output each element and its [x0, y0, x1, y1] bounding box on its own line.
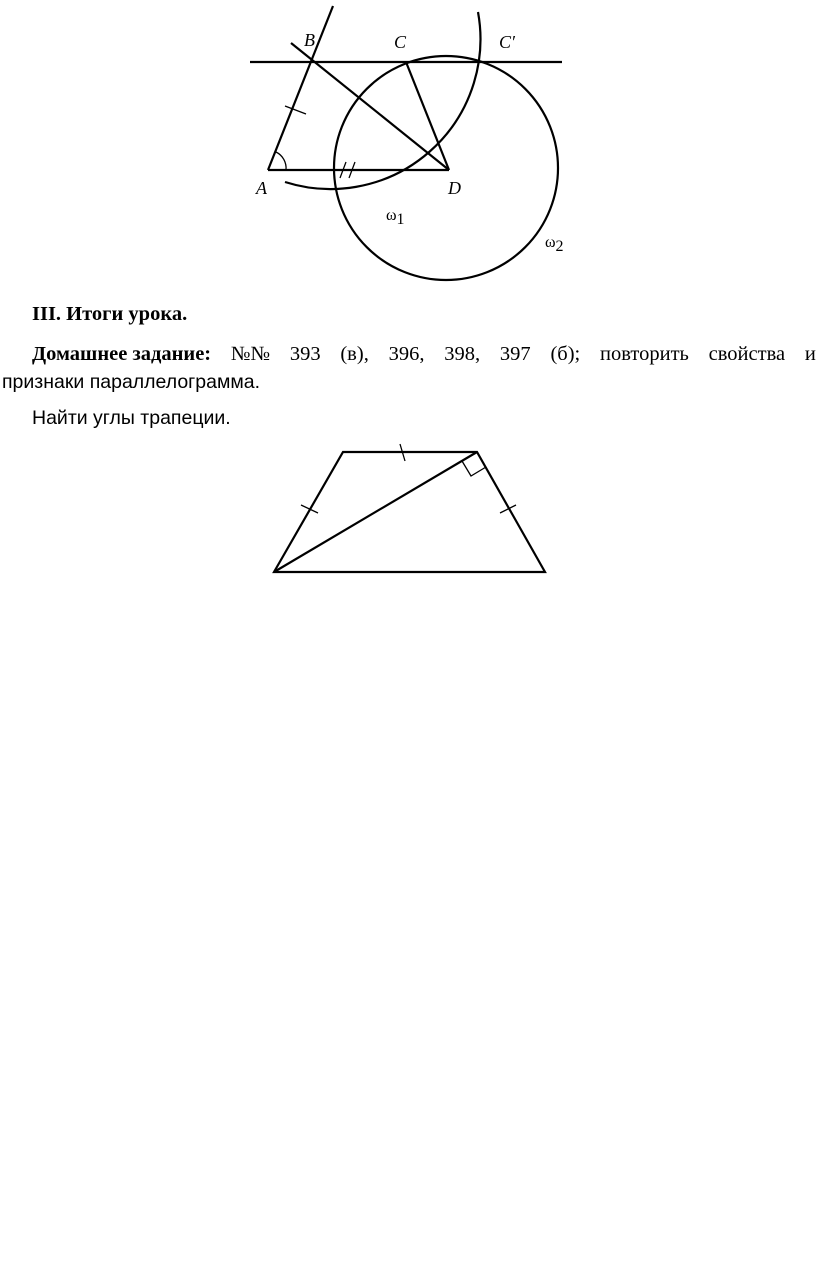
label-omega2: ω2 [545, 234, 564, 255]
line-ab [268, 6, 333, 170]
label-c: C [394, 32, 407, 52]
homework-word: 393 [289, 343, 321, 365]
homework-word: (в), [340, 343, 369, 365]
homework-word: 397 [499, 343, 531, 365]
homework-word: и [804, 343, 816, 365]
task-text: Найти углы трапеции. [32, 407, 231, 429]
trapezoid-figure [260, 440, 560, 585]
homework-word: №№ [230, 343, 271, 365]
trapezoid-diagonal [274, 452, 477, 572]
homework-line-1 [32, 340, 816, 369]
homework-label: Домашнее задание: [32, 343, 212, 365]
label-omega1: ω1 [386, 207, 405, 228]
construction-figure [230, 0, 590, 290]
section-heading: III. Итоги урока. [32, 303, 188, 325]
homework-word: свойства [708, 343, 786, 365]
homework-line-2: признаки параллелограмма. [2, 371, 261, 393]
tick-ab [285, 106, 306, 114]
label-a: A [256, 178, 267, 198]
homework-word: (б); [550, 343, 581, 365]
label-b: B [304, 30, 315, 50]
angle-a-arc [276, 152, 286, 170]
homework-word: 398, [444, 343, 481, 365]
label-d: D [448, 178, 461, 198]
homework-word: 396, [388, 343, 425, 365]
label-c-prime: C′ [499, 32, 515, 52]
homework-word: повторить [600, 343, 689, 365]
